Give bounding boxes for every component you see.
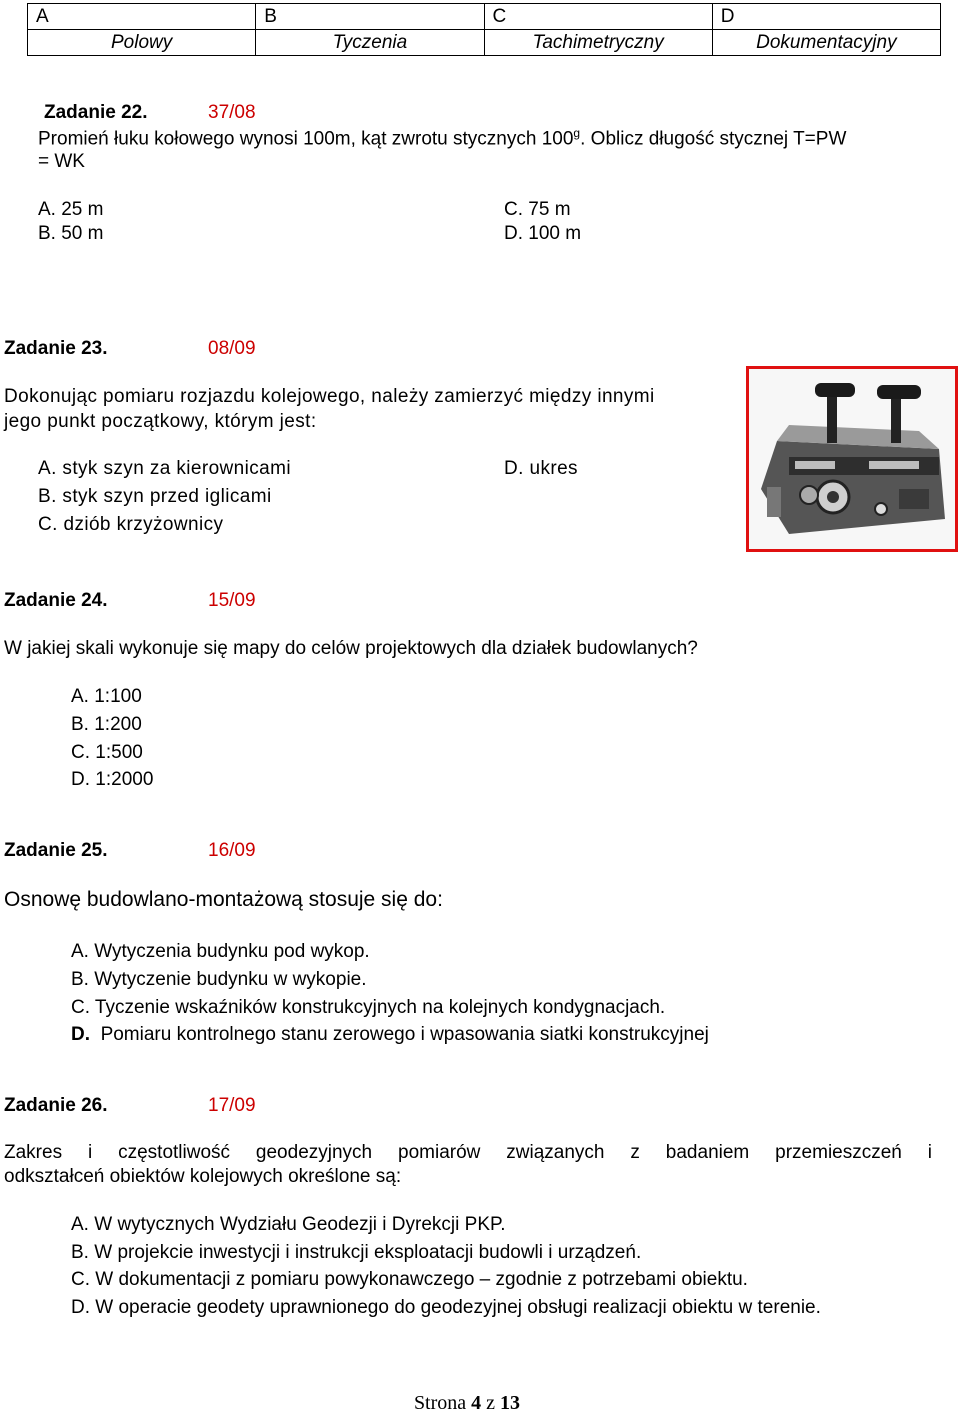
task-22-question-superscript: g xyxy=(573,126,581,140)
task-23-title: Zadanie 23. xyxy=(4,338,108,359)
task-23-answer-a: A. styk szyn za kierownicami xyxy=(38,458,291,479)
footer-page-number: 4 xyxy=(471,1392,482,1414)
task-22-code: 37/08 xyxy=(208,102,256,123)
task-23-question-line2: jego punkt początkowy, którym jest: xyxy=(4,411,317,432)
task-22-question-part1: Promień łuku kołowego wynosi 100m, kąt zwrotu stycznych 100 xyxy=(38,128,574,150)
col-letter-d: D xyxy=(712,4,940,30)
task-26-title: Zadanie 26. xyxy=(4,1095,108,1116)
category-names-row xyxy=(28,30,941,56)
task-26-answer-b: B. W projekcie inwestycji i instrukcji eksploatacji budowli i urządzeń. xyxy=(71,1242,642,1263)
task-26-answer-c: C. W dokumentacji z pomiaru powykonawczego – zgodnie z potrzebami obiektu. xyxy=(71,1269,748,1290)
task-22-answer-a: A. 25 m xyxy=(38,199,104,220)
task-23-answer-b: B. styk szyn przed iglicami xyxy=(38,486,272,507)
col-category-c: Tachimetryczny xyxy=(484,30,712,56)
col-category-d: Dokumentacyjny xyxy=(712,30,940,56)
col-letter-b: B xyxy=(256,4,484,30)
task-25-title: Zadanie 25. xyxy=(4,840,108,861)
task-22-answer-b: B. 50 m xyxy=(38,223,104,244)
task-25-answer-d-text: Pomiaru kontrolnego stanu zerowego i wpasowania siatki konstrukcyjnej xyxy=(100,1024,709,1045)
task-22-question-line1 xyxy=(38,126,846,150)
task-23-answer-c: C. dziób krzyżownicy xyxy=(38,514,224,535)
col-letter-a: A xyxy=(28,4,256,30)
task-22-question-line2: = WK xyxy=(38,151,85,172)
task-26-code: 17/09 xyxy=(208,1095,256,1116)
col-letter-c: C xyxy=(484,4,712,30)
task-24-answer-a: A. 1:100 xyxy=(71,686,142,707)
col-category-a: Polowy xyxy=(28,30,256,56)
task-25-answer-a: A. Wytyczenia budynku pod wykop. xyxy=(71,941,370,962)
task-26-answer-a: A. W wytycznych Wydziału Geodezji i Dyrekcji PKP. xyxy=(71,1214,506,1235)
footer-total-pages: 13 xyxy=(500,1392,521,1414)
page-footer xyxy=(0,1392,934,1415)
task-25-answer-c: C. Tyczenie wskaźników konstrukcyjnych na kolejnych kondygnacjach. xyxy=(71,997,666,1018)
task-23-code: 08/09 xyxy=(208,338,256,359)
task-24-code: 15/09 xyxy=(208,590,256,611)
task-24-answer-c: C. 1:500 xyxy=(71,742,143,763)
track-gauge-illustration xyxy=(749,369,955,549)
task-24-answer-b: B. 1:200 xyxy=(71,714,142,735)
task-25-answer-d-label: D. xyxy=(71,1024,90,1045)
task-22-question-part2: . Oblicz długość stycznej T=PW xyxy=(580,128,847,150)
task-23-answer-d: D. ukres xyxy=(504,458,578,479)
task-23-question-line1: Dokonując pomiaru rozjazdu kolejowego, należy zamierzyć między innymi xyxy=(4,386,655,407)
task-22-title: Zadanie 22. xyxy=(44,102,148,123)
col-category-b: Tyczenia xyxy=(256,30,484,56)
task-26-answer-d: D. W operacie geodety uprawnionego do geodezyjnej obsługi realizacji obiektu w terenie. xyxy=(71,1297,821,1318)
category-table xyxy=(27,3,941,56)
task-24-answer-d: D. 1:2000 xyxy=(71,769,154,790)
task-22-answer-d: D. 100 m xyxy=(504,223,582,244)
task-24-question: W jakiej skali wykonuje się mapy do celów projektowych dla działek budowlanych? xyxy=(4,638,698,659)
task-25-answer-d xyxy=(71,1024,709,1046)
footer-prefix: Strona xyxy=(413,1392,472,1414)
task-22-answer-c: C. 75 m xyxy=(504,199,571,220)
task-26-question-line1: Zakres i częstotliwość geodezyjnych pomiarów związanych z badaniem przemieszczeń i xyxy=(4,1142,932,1163)
task-25-question: Osnowę budowlano-montażową stosuje się do: xyxy=(4,888,443,911)
task-25-code: 16/09 xyxy=(208,840,256,861)
task-26-question-line2: odkształceń obiektów kolejowych określone są: xyxy=(4,1166,402,1187)
track-gauge-photo xyxy=(746,366,958,552)
category-letters-row xyxy=(28,4,941,30)
task-24-title: Zadanie 24. xyxy=(4,590,108,611)
task-25-answer-b: B. Wytyczenie budynku w wykopie. xyxy=(71,969,367,990)
footer-mid: z xyxy=(481,1392,501,1414)
